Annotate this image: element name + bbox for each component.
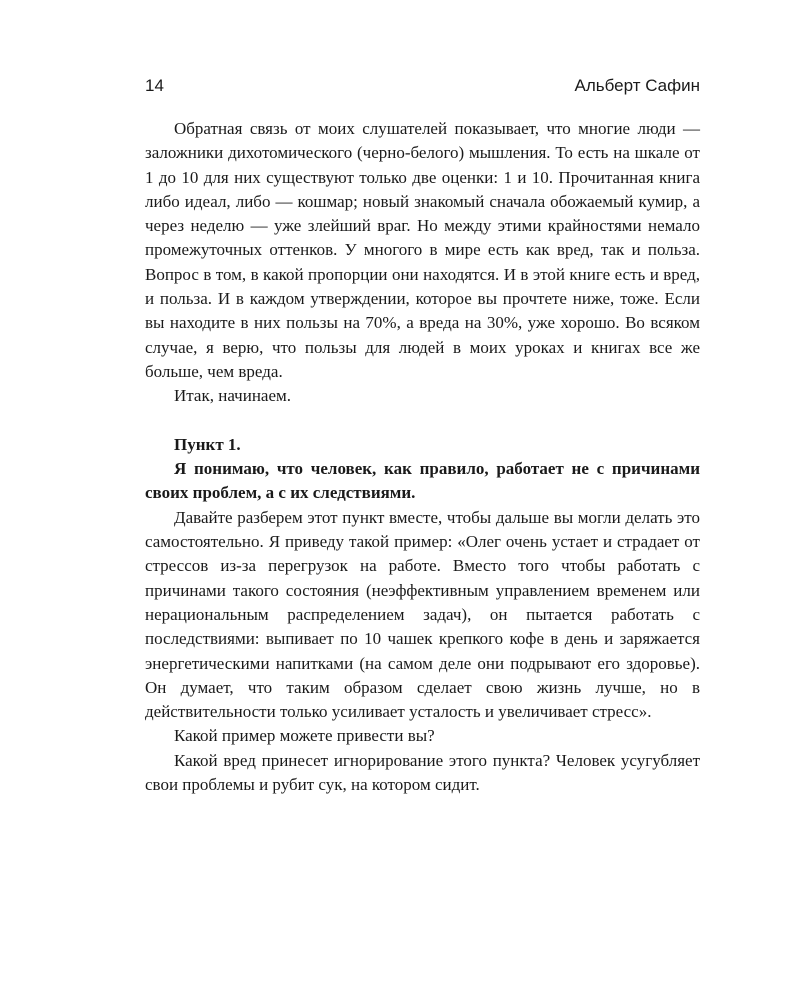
paragraph-feedback: Обратная связь от моих слушателей показывает, что многие люди — заложники дихотомического (черно-белого) мышления. То есть на шкале от 1 до 10 для них существуют только две оценки: 1 и 10. Прочитанная книга либо идеал, либо — кошмар; новый знакомый сначала обожаемый кумир, а через неделю — уже злейший враг. Но между этими крайностями немало промежуточных оттенков. У многого в мире есть как вред, так и польза. Вопрос в том, в какой пропорции они находятся. И в этой книге есть и вред, и польза. И в каждом утверждении, которое вы прочтете ниже, тоже. Если вы находите в них пользы на 70%, а вреда на 30%, уже хорошо. Во всяком случае, я верю, что пользы для людей в моих уроках и книгах все же больше, чем вреда. xyxy=(145,119,700,381)
paragraph-example: Давайте разберем этот пункт вместе, чтобы дальше вы могли делать это самостоятельно. Я приведу такой пример: «Олег очень устает и страдает от стрессов из-за перегрузок на работе. Вместо того чтобы работать с причинами такого состояния (неэффективным управлением временем или нерациональным распределением задач), он пытается работать с последствиями: выпивает по 10 чашек крепкого кофе в день и заряжается энергетическими напитками (на самом деле они подрывают его здоровье). Он думает, что таким образом сделает свою жизнь лучше, но в действительности только усиливает усталость и увеличивает стресс». xyxy=(145,507,700,722)
running-head xyxy=(145,72,700,100)
running-title: Альберт Сафин xyxy=(574,76,700,95)
point-heading: Пункт 1. xyxy=(174,434,241,454)
text-body xyxy=(145,117,700,797)
paragraph-start: Итак, начинаем. xyxy=(174,386,292,406)
paragraph-question: Какой пример можете привести вы? xyxy=(174,726,435,746)
page-number: 14 xyxy=(145,76,164,95)
paragraph-harm: Какой вред принесет игнорирование этого пункта? Человек усугубляет свои проблемы и рубит сук, на котором сидит. xyxy=(145,750,700,795)
point-thesis: Я понимаю, что человек, как правило, работает не с причинами своих проблем, а с их следствиями. xyxy=(145,459,700,503)
